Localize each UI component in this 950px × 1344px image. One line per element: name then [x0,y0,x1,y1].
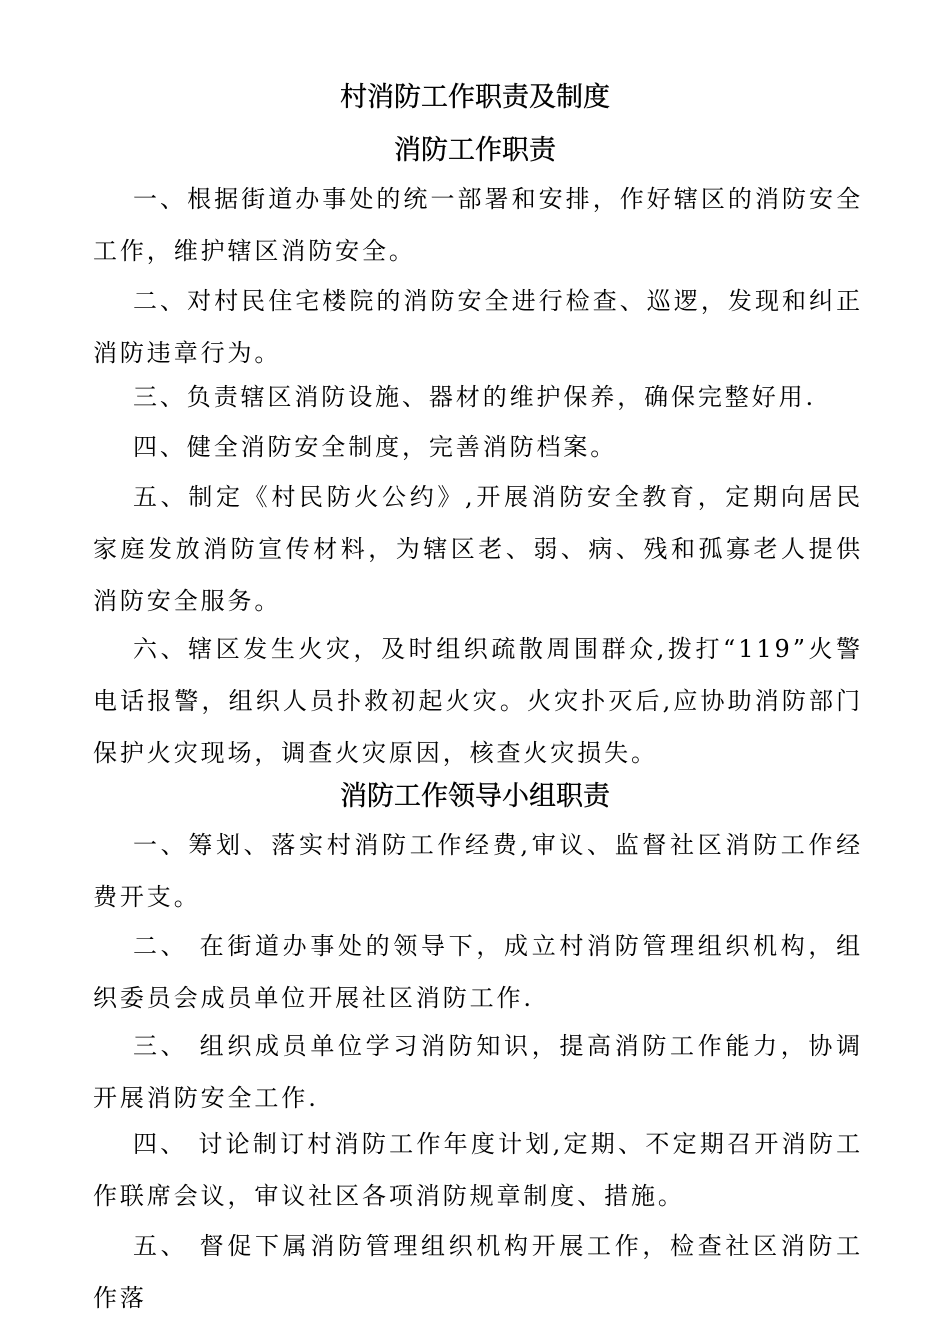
duty-item-4: 四、健全消防安全制度，完善消防档案。 [133,433,618,461]
leadership-item-3: 三、 组织成员单位学习消防知识，提高消防工作能力，协调开展消防安全工作. [93,1032,863,1112]
leadership-item-1: 一、筹划、落实村消防工作经费,审议、监督社区消防工作经费开支。 [93,831,863,911]
leadership-item-4: 四、 讨论制订村消防工作年度计划,定期、不定期召开消防工作联席会议，审议社区各项消防规章制度、措施。 [93,1130,863,1210]
document-title: 村消防工作职责及制度 [340,82,610,113]
duty-item-2: 二、对村民住宅楼院的消防安全进行检查、巡逻，发现和纠正消防违章行为。 [93,287,863,367]
duty-item-1: 一、根据街道办事处的统一部署和安排，作好辖区的消防安全工作，维护辖区消防安全。 [93,185,863,265]
duty-item-6: 六、辖区发生火灾，及时组织疏散周围群众,拨打“119”火警电话报警，组织人员扑救初起火灾。火灾扑灭后,应协助消防部门保护火灾现场，调查火灾原因，核查火灾损失。 [93,635,863,767]
duty-item-3: 三、负责辖区消防设施、器材的维护保养，确保完整好用. [133,383,817,411]
leadership-item-5: 五、 督促下属消防管理组织机构开展工作，检查社区消防工作落 [93,1232,863,1312]
section-heading-leadership: 消防工作领导小组职责 [340,781,610,812]
section-heading-duties: 消防工作职责 [394,135,556,166]
duty-item-5: 五、制定《村民防火公约》,开展消防安全教育，定期向居民家庭发放消防宣传材料，为辖区老、弱、病、残和孤寡老人提供消防安全服务。 [93,483,863,615]
leadership-item-2: 二、 在街道办事处的领导下，成立村消防管理组织机构，组织委员会成员单位开展社区消防工作. [93,932,863,1012]
